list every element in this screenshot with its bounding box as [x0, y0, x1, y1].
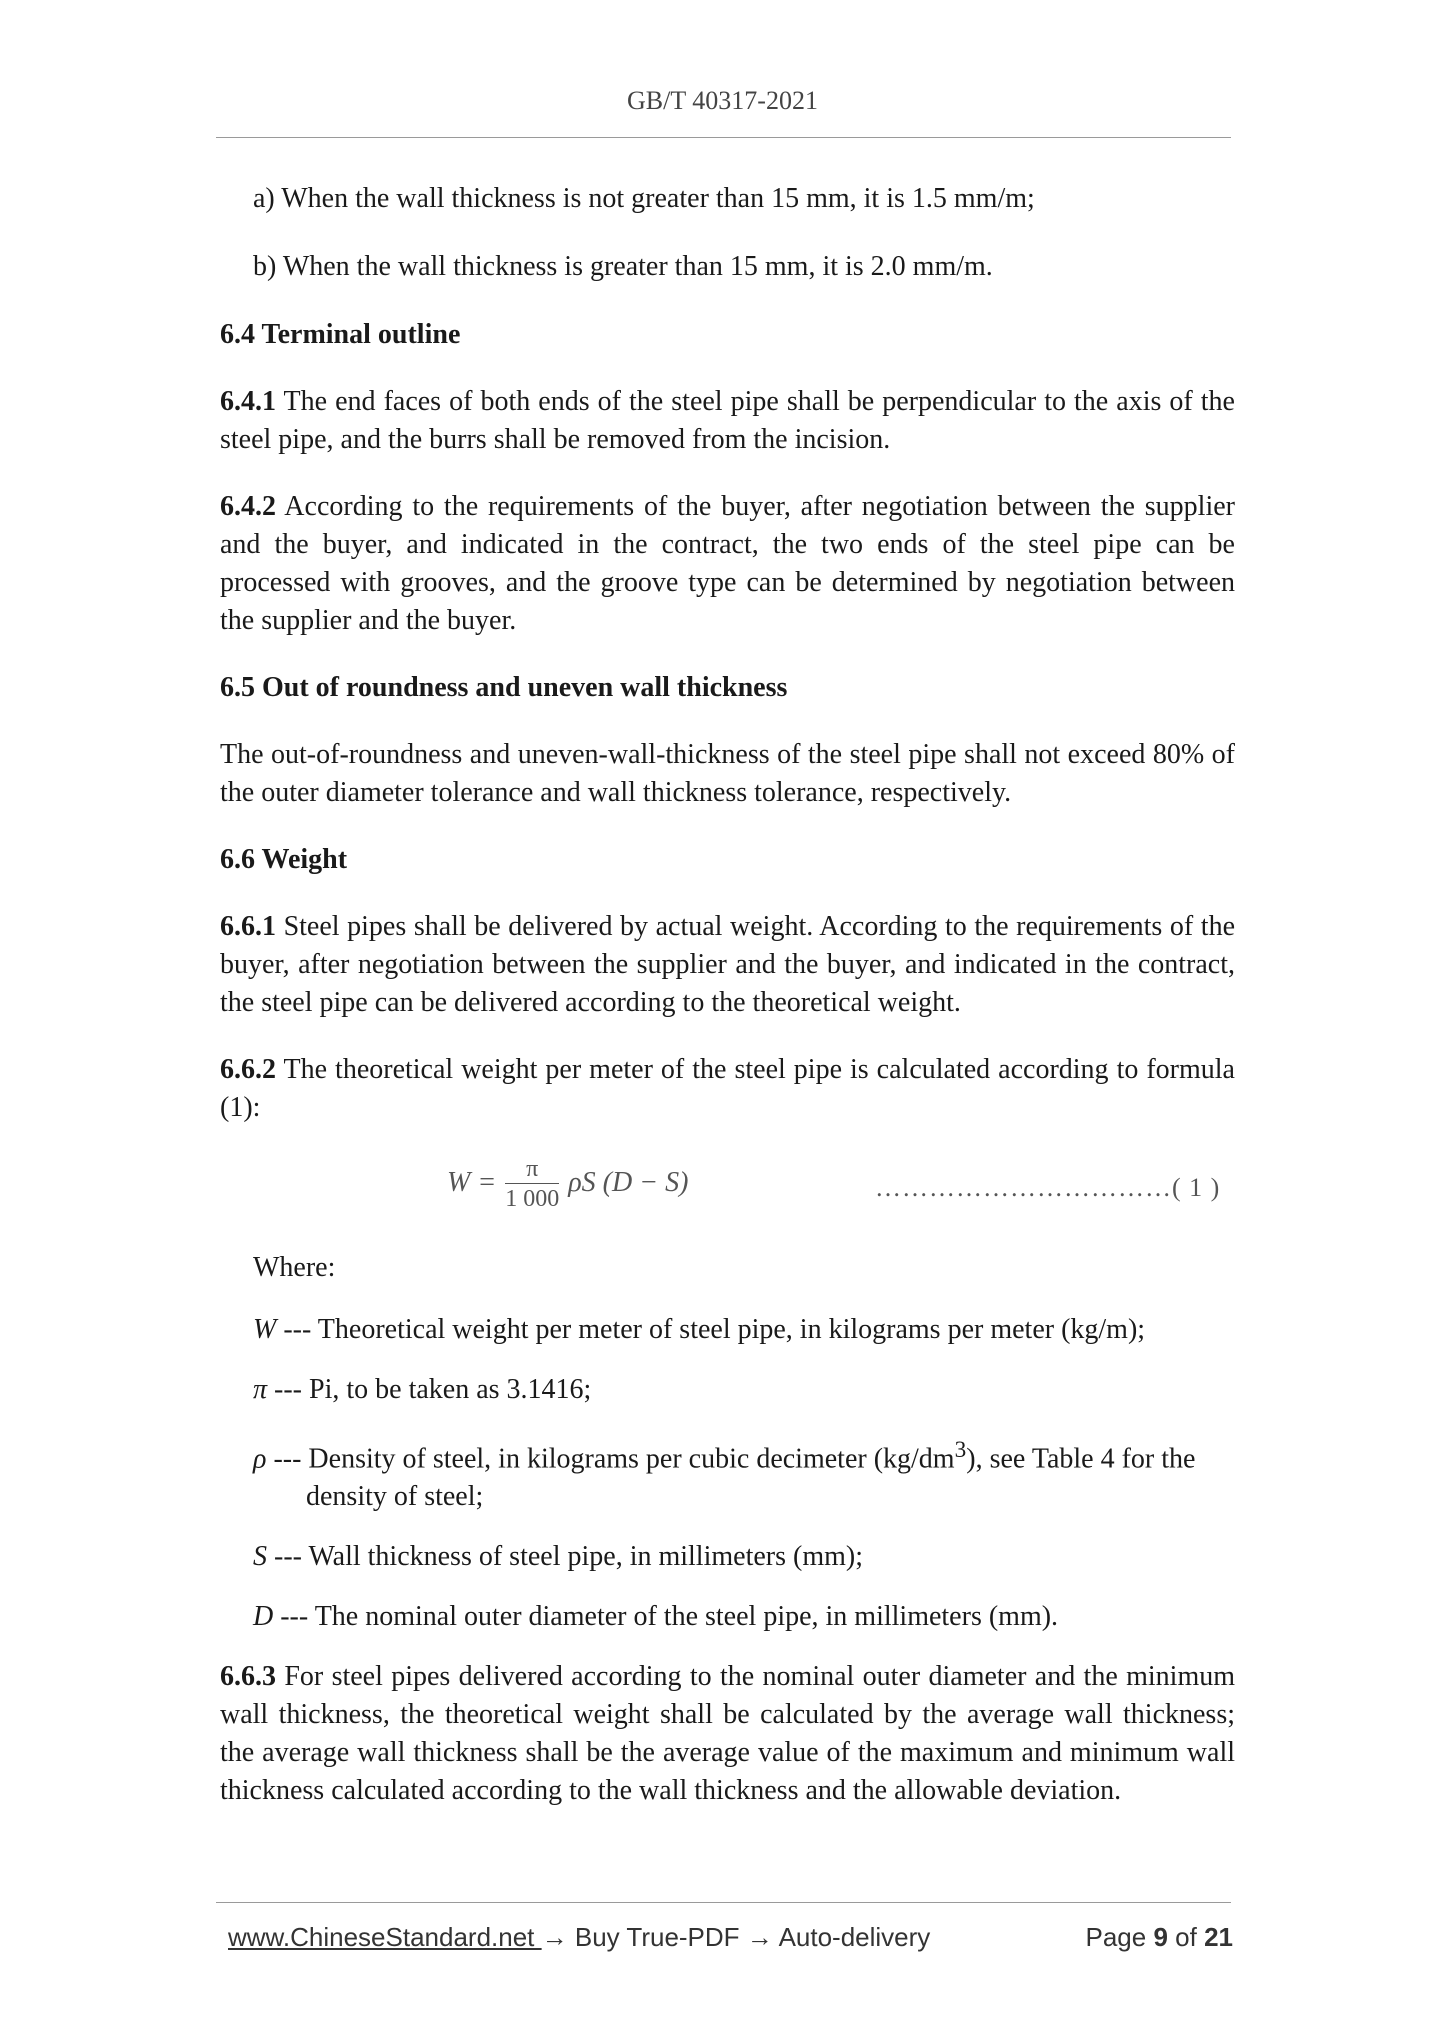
formula-lhs: W = — [447, 1166, 497, 1198]
website-link[interactable]: www.ChineseStandard.net — [228, 1922, 542, 1952]
formula-expression — [447, 1155, 688, 1214]
footer-buy-text: → Buy True-PDF → Auto-delivery — [541, 1922, 931, 1952]
section-heading-6-5: 6.5 Out of roundness and uneven wall thickness — [220, 672, 788, 703]
definition-s — [220, 1538, 1235, 1576]
clause-6-6-2 — [220, 1051, 1235, 1127]
of-label: of — [1175, 1922, 1197, 1952]
formula-numerator: π — [505, 1155, 559, 1184]
formula-fraction — [505, 1155, 559, 1214]
total-pages: 21 — [1204, 1922, 1233, 1952]
definition-superscript: 3 — [954, 1437, 967, 1463]
definition-text: --- Wall thickness of steel pipe, in millimeters (mm); — [267, 1541, 863, 1573]
definition-w — [220, 1311, 1235, 1349]
footer-promo — [228, 1922, 930, 1953]
definition-symbol: π — [253, 1374, 268, 1405]
list-item-b: b) When the wall thickness is greater than 15 mm, it is 2.0 mm/m. — [253, 251, 993, 282]
page-label: Page — [1085, 1922, 1147, 1952]
definition-text: --- Density of steel, in kilograms per cubic decimeter (kg/dm — [266, 1443, 955, 1475]
clause-text: Steel pipes shall be delivered by actual weight. According to the requirements of the buyer, after negotiation between the supplier and the buyer, and indicated in the contract, the steel pipe can be delivered according to the theoretical weight. — [220, 911, 1235, 1018]
section-heading-6-4: 6.4 Terminal outline — [220, 319, 461, 350]
document-body — [220, 180, 1235, 1839]
formula-leader-dots: …………………………… — [875, 1173, 1172, 1202]
clause-text: The end faces of both ends of the steel pipe shall be perpendicular to the axis of the steel pipe, and the burrs shall be removed from the incision. — [220, 386, 1235, 455]
formula-1 — [220, 1137, 1235, 1229]
clause-6-6-1 — [220, 908, 1235, 1022]
clause-text: The theoretical weight per meter of the steel pipe is calculated according to formula (1): — [220, 1054, 1235, 1123]
definition-rho — [220, 1431, 1235, 1516]
footer-divider — [216, 1902, 1231, 1903]
definition-symbol: W — [253, 1314, 277, 1345]
definition-text: --- Theoretical weight per meter of steel pipe, in kilograms per meter (kg/m); — [276, 1314, 1146, 1345]
clause-number: 6.4.1 — [220, 386, 276, 417]
formula-label: ( 1 ) — [1172, 1173, 1221, 1202]
clause-6-4-1 — [220, 383, 1235, 459]
clause-text: According to the requirements of the buyer, after negotiation between the supplier and the buyer, and indicated in the contract, the two ends of the steel pipe can be processed with grooves, and the groove type can be determined by negotiation between the supplier and the buyer. — [220, 491, 1235, 636]
clause-number: 6.6.1 — [220, 911, 276, 942]
definition-d — [220, 1598, 1235, 1636]
definition-text: --- The nominal outer diameter of the steel pipe, in millimeters (mm). — [273, 1601, 1059, 1633]
section-heading-6-6: 6.6 Weight — [220, 844, 348, 875]
definition-symbol: D — [253, 1601, 274, 1633]
clause-6-5: The out-of-roundness and uneven-wall-thickness of the steel pipe shall not exceed 80% of the outer diameter tolerance and wall thickness tolerance, respectively. — [220, 739, 1235, 808]
clause-number: 6.6.2 — [220, 1054, 276, 1085]
definition-pi — [220, 1371, 1235, 1409]
definition-text-cont: ), see Table 4 for the density of steel; — [306, 1443, 1196, 1513]
clause-6-6-3 — [220, 1658, 1235, 1810]
page-header: GB/T 40317-2021 — [627, 86, 818, 115]
where-label: Where: — [253, 1252, 336, 1283]
definition-symbol: S — [253, 1541, 267, 1573]
formula-number — [875, 1169, 1220, 1207]
definition-text: --- Pi, to be taken as 3.1416; — [267, 1374, 592, 1405]
clause-text: For steel pipes delivered according to the nominal outer diameter and the minimum wall thickness, the theoretical weight shall be calculated by the average wall thickness; the average wall thickness shall be the average value of the maximum and minimum wall thickness calculated according to the wall thickness and the allowable deviation. — [220, 1661, 1235, 1807]
current-page: 9 — [1153, 1922, 1168, 1952]
clause-number: 6.6.3 — [220, 1661, 276, 1693]
formula-denominator: 1 000 — [505, 1186, 560, 1212]
list-item-a: a) When the wall thickness is not greater than 15 mm, it is 1.5 mm/m; — [253, 183, 1035, 214]
definition-symbol: ρ — [253, 1443, 267, 1475]
clause-number: 6.4.2 — [220, 491, 276, 522]
page-indicator — [1085, 1922, 1233, 1953]
formula-rhs: ρS (D − S) — [568, 1166, 689, 1198]
header-divider — [216, 137, 1231, 138]
clause-6-4-2 — [220, 488, 1235, 640]
